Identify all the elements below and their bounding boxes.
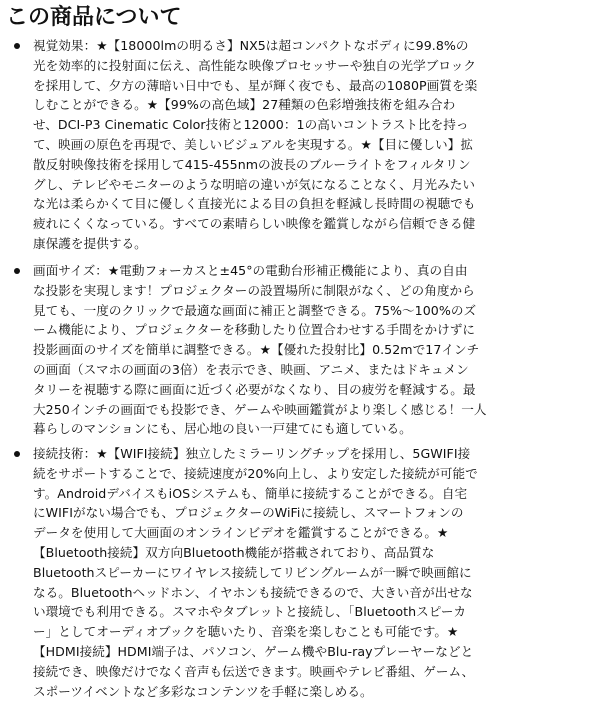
description-line: ー」としてオーディオブックを聴いたり、音楽を楽しむことも可能です。★ — [33, 624, 459, 640]
description-line: 投影画面のサイズを簡単に調整できる。★【優れた投射比】0.52mで17インチ — [33, 342, 480, 358]
description-line: 続をサポートすることで、接続速度が20%向上し、より安定した接続が可能で — [33, 465, 478, 481]
description-line: ーム機能により、プロジェクターを移動したり位置合わせする手間をかけずに — [33, 322, 476, 338]
description-line: 画面サイズ：★電動フォーカスと±45°の電動台形補正機能により、真の自由 — [33, 263, 468, 278]
description-line: にWIFIがない場合でも、プロジェクターのWiFiに接続し、スマートフォンの — [33, 505, 464, 521]
bullet-icon — [14, 268, 20, 274]
description-line: データを使用して大画面のオンラインビデオを鑑賞することができる。★ — [33, 525, 449, 541]
description-line: な光は柔らかくて目に優しく直接光による目の負担を軽減し長時間の視聴でも — [33, 196, 476, 212]
description-line: 康保護を提供する。 — [33, 236, 147, 251]
page-title: この商品について — [6, 5, 182, 30]
description-line: 【HDMI接続】HDMI端子は、パソコン、ゲーム機やBlu-rayプレーヤーなどと — [33, 644, 474, 659]
description-line: Bluetoothスピーカーにワイヤレス接続してリビングルームが一瞬で映画館に — [33, 564, 472, 580]
description-line: て、映画の原色を再現で、美しいビジュアルを実現する。★【目に優しい】拡 — [33, 137, 473, 152]
description-line: を採用して、夕方の薄暗い日中でも、星が輝く夜でも、最高の1080P画質を楽 — [33, 77, 478, 93]
description-line: す。AndroidデバイスもiOSシステムも、簡単に接続することができる。自宅 — [33, 485, 468, 501]
description-line: 接続技術：★【WIFI接続】独立したミラーリングチップを採用し、5GWIFI接 — [33, 446, 471, 461]
description-line: タリーを視聴する際に画面に近づく必要がなくなり、目の疲労を軽減する。最 — [33, 381, 476, 397]
description-line: せ、DCI-P3 Cinematic Color技術と12000：1の高いコントラスト比を持っ — [33, 117, 469, 133]
description-line: 見ても、一度のクリックで最適な画面に補正と調整できる。75%～100%のズ — [33, 302, 477, 318]
description-line: 疲れにくくなっている。すべての素晴らしい映像を鑑賞しながら信頼できる健 — [33, 216, 476, 232]
description-line: 光を効率的に投射面に伝え、高性能な映像プロセッサーや独自の光学ブロック — [33, 57, 477, 73]
description-line: 視覚効果：★【18000lmの明るさ】NX5は超コンパクトなボディに99.8%の — [33, 38, 469, 53]
description-line: なる。Bluetoothヘッドホン、イヤホンも接続できるので、大きい音が出せな — [33, 584, 473, 600]
description-line: な投影を実現します！プロジェクターの設置場所に制限がなく、どの角度から — [33, 282, 475, 298]
bullet-icon — [14, 43, 20, 49]
description-line: スポーツイベントなど多彩なコンテンツを手軽に楽しめる。 — [33, 683, 373, 699]
description-line: 接続でき、映像だけでなく音声も伝送できます。映画やテレビ番組、ゲーム、 — [33, 663, 475, 679]
description-line: い環境でも利用できる。スマホやタブレットと接続し、「Bluetoothスピーカ — [33, 604, 466, 620]
description-line: グし、テレビやモニターのような明暗の違いが気になることなく、月光みたい — [33, 176, 476, 192]
description-line: 【Bluetooth接続】双方向Bluetooth機能が搭載されており、高品質な — [33, 545, 435, 560]
description-line: しむことができる。★【99%の高色域】27種類の色彩増強技術を組み合わ — [33, 97, 456, 113]
description-line: 大250インチの画面でも投影でき、ゲームや映画鑑賞がより楽しく感じる！一人 — [33, 401, 487, 417]
description-line: 暮らしのマンションにも、居心地の良い一戸建てにも適している。 — [33, 421, 412, 437]
description-line: の画面（スマホの画面の3倍）を表示でき、映画、アニメ、またはドキュメン — [33, 362, 469, 377]
bullet-icon — [14, 451, 20, 457]
description-line: 散反射映像技術を採用して415-455nmの波長のブルーライトをフィルタリン — [33, 156, 471, 172]
